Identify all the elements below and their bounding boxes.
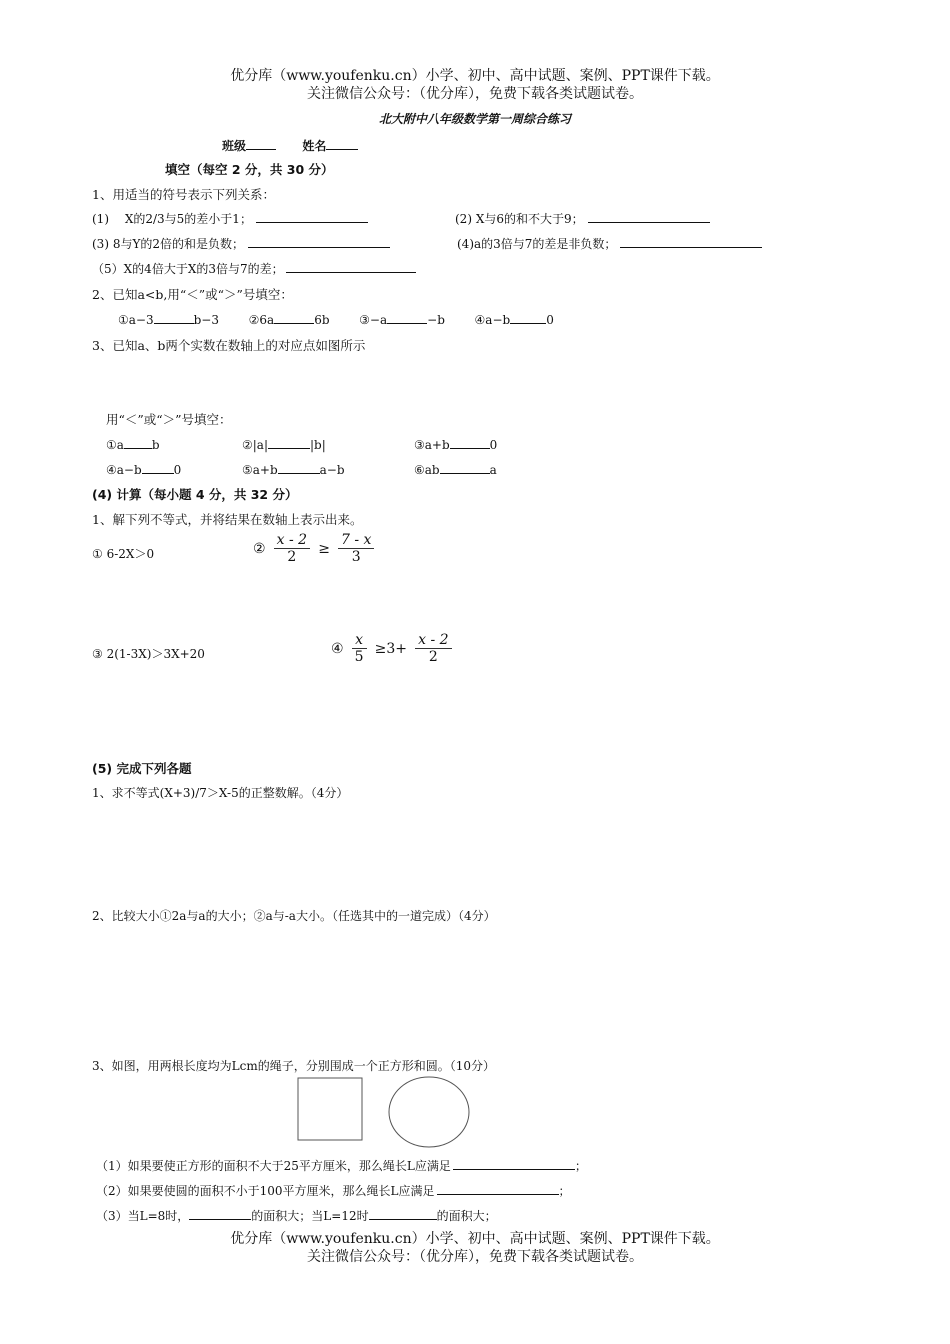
q2-expr: ②6a bbox=[248, 313, 275, 327]
s1-q1-3-blank[interactable] bbox=[248, 235, 390, 248]
q3-item-4 bbox=[106, 461, 181, 477]
p2-label: ② bbox=[253, 540, 266, 557]
q2-expr: ④a−b bbox=[474, 313, 511, 327]
q3-item-1 bbox=[106, 436, 160, 452]
p4-op: ≥3+ bbox=[374, 640, 408, 657]
s1-q1-2-blank[interactable] bbox=[588, 210, 710, 223]
q3-item-3 bbox=[414, 436, 497, 452]
circle-shape bbox=[389, 1077, 469, 1147]
s1-q1-item-3 bbox=[92, 235, 390, 252]
square-circle-figure bbox=[292, 1074, 477, 1154]
q3-2-semicolon: ； bbox=[558, 1184, 571, 1198]
s1-q1-5-blank[interactable] bbox=[286, 260, 416, 273]
p4-rhs-den: 2 bbox=[415, 648, 451, 665]
q3-blank-4[interactable] bbox=[142, 461, 174, 474]
p4-lhs-fraction bbox=[352, 632, 367, 665]
section1-heading: 填空（每空 2 分，共 30 分） bbox=[165, 162, 334, 177]
q3-1-semicolon: ； bbox=[574, 1159, 587, 1173]
s1-q1-1-text: (1) X的2/3与5的差小于1； bbox=[92, 212, 252, 226]
s1-q1-3-text: (3) 8与Y的2倍的和是负数； bbox=[92, 237, 245, 251]
q3-blank-5[interactable] bbox=[278, 461, 320, 474]
q3-blank-6[interactable] bbox=[440, 461, 490, 474]
s1-q2-title: 2、已知a<b,用“＜”或“＞”号填空： bbox=[92, 287, 293, 302]
p2-lhs-num: x - 2 bbox=[276, 532, 308, 548]
s3-q3-part2 bbox=[96, 1182, 571, 1199]
q3-expr: a bbox=[489, 463, 497, 477]
q2-expr: ③−a bbox=[359, 313, 388, 327]
s3-q3: 3、如图，用两根长度均为Lcm的绳子，分别围成一个正方形和圆。（10分） bbox=[92, 1059, 495, 1073]
section2-heading: (4) 计算（每小题 4 分，共 32 分） bbox=[92, 487, 298, 502]
q3-expr: ③a+b bbox=[414, 438, 450, 452]
s3-q1: 1、求不等式(X+3)/7＞X-5的正整数解。（4分） bbox=[92, 786, 349, 800]
s1-q3-title: 3、已知a、b两个实数在数轴上的对应点如图所示 bbox=[92, 338, 366, 353]
header-line-1: 优分库（www.youfenku.cn）小学、初中、高中试题、案例、PPT课件下载。 bbox=[230, 68, 720, 84]
q3-blank-2[interactable] bbox=[268, 436, 310, 449]
p2-lhs-den: 2 bbox=[274, 548, 310, 565]
q2-expr: 6b bbox=[314, 313, 330, 327]
s1-q3-sub: 用“＜”或“＞”号填空： bbox=[106, 412, 232, 427]
s1-q1-item-1 bbox=[92, 210, 368, 227]
s3-q3-part1 bbox=[96, 1157, 587, 1174]
header-line-2: 关注微信公众号：（优分库），免费下载各类试题试卷。 bbox=[307, 86, 643, 102]
q3-expr: 0 bbox=[489, 438, 498, 452]
problem-4 bbox=[328, 632, 452, 665]
s1-q1-item-2 bbox=[455, 210, 710, 227]
problem-3: ③ 2(1-3X)＞3X+20 bbox=[92, 647, 205, 661]
page-title: 北大附中八年级数学第一周综合练习 bbox=[378, 112, 571, 126]
q3-expr: ④a−b bbox=[106, 463, 142, 477]
p2-lhs-fraction bbox=[274, 532, 310, 565]
s1-q1-4-blank[interactable] bbox=[620, 235, 762, 248]
q3-expr: b bbox=[151, 438, 160, 452]
s1-q1-item-4 bbox=[457, 235, 762, 252]
name-blank[interactable] bbox=[326, 137, 358, 150]
square-shape bbox=[298, 1078, 362, 1140]
q3-item-2 bbox=[242, 436, 326, 452]
s1-q1-2-text: (2) X与6的和不大于9； bbox=[455, 212, 584, 226]
s2-q1-title: 1、解下列不等式，并将结果在数轴上表示出来。 bbox=[92, 512, 363, 527]
q3-blank-1[interactable] bbox=[124, 436, 152, 449]
q3-1-blank[interactable] bbox=[453, 1157, 575, 1170]
q3-expr: ②|a| bbox=[242, 438, 268, 452]
q2-blank-2[interactable] bbox=[274, 311, 314, 324]
p4-lhs-den: 5 bbox=[352, 648, 367, 665]
s3-q3-part3 bbox=[96, 1207, 497, 1224]
name-label: 姓名 bbox=[302, 139, 327, 153]
q3-3c-text: 的面积大； bbox=[436, 1209, 497, 1223]
p2-rhs-den: 3 bbox=[338, 548, 374, 565]
problem-2 bbox=[250, 532, 374, 565]
s1-q1-item-5 bbox=[92, 260, 416, 277]
q2-expr: ①a−3 bbox=[118, 313, 154, 327]
q3-item-6 bbox=[414, 461, 497, 477]
s1-q1-4-text: (4)a的3倍与7的差是非负数； bbox=[457, 237, 617, 251]
q3-3-blank-1[interactable] bbox=[189, 1207, 251, 1220]
class-label: 班级 bbox=[222, 139, 247, 153]
p4-rhs-fraction bbox=[415, 632, 451, 665]
q3-blank-3[interactable] bbox=[450, 436, 490, 449]
footer-line-1: 优分库（www.youfenku.cn）小学、初中、高中试题、案例、PPT课件下载。 bbox=[230, 1231, 720, 1247]
q3-1-text: （1）如果要使正方形的面积不大于25平方厘米，那么绳长L应满足 bbox=[96, 1159, 451, 1173]
q2-blank-1[interactable] bbox=[154, 311, 194, 324]
footer-line-2: 关注微信公众号：（优分库），免费下载各类试题试卷。 bbox=[307, 1249, 643, 1265]
q3-3a-text: （3）当L=8时， bbox=[96, 1209, 190, 1223]
q2-blank-4[interactable] bbox=[510, 311, 546, 324]
s1-q1-5-text: （5）X的4倍大于X的3倍与7的差； bbox=[92, 262, 284, 276]
p4-rhs-num: x - 2 bbox=[418, 632, 449, 648]
class-field bbox=[222, 137, 358, 154]
q2-expr: b−3 bbox=[193, 313, 219, 327]
q3-expr: ⑤a+b bbox=[242, 463, 278, 477]
section3-heading: (5) 完成下列各题 bbox=[92, 761, 192, 776]
q3-item-5 bbox=[242, 461, 345, 477]
p2-rhs-fraction bbox=[338, 532, 374, 565]
q3-3-blank-2[interactable] bbox=[369, 1207, 437, 1220]
p4-label: ④ bbox=[331, 640, 344, 657]
s1-q1-title: 1、用适当的符号表示下列关系： bbox=[92, 187, 275, 202]
q3-expr: 0 bbox=[173, 463, 182, 477]
p2-op: ≥ bbox=[318, 540, 330, 557]
q3-2-text: （2）如果要使圆的面积不小于100平方厘米，那么绳长L应满足 bbox=[96, 1184, 435, 1198]
q2-blank-3[interactable] bbox=[387, 311, 427, 324]
s3-q2: 2、比较大小①2a与a的大小；②a与-a大小。（任选其中的一道完成）（4分） bbox=[92, 909, 496, 923]
p2-rhs-num: 7 - x bbox=[341, 532, 372, 548]
q3-3b-text: 的面积大；当L=12时 bbox=[251, 1209, 369, 1223]
p4-lhs-num: x bbox=[355, 632, 364, 648]
q2-expr: −b bbox=[427, 313, 445, 327]
q3-expr: ⑥ab bbox=[414, 463, 440, 477]
q3-expr: |b| bbox=[310, 438, 326, 452]
q3-expr: ①a bbox=[106, 438, 124, 452]
q3-expr: a−b bbox=[319, 463, 345, 477]
q2-expr: 0 bbox=[546, 313, 554, 327]
s1-q2-items bbox=[118, 311, 554, 327]
s1-q1-1-blank[interactable] bbox=[256, 210, 368, 223]
problem-1: ① 6-2X＞0 bbox=[92, 547, 155, 561]
q3-2-blank[interactable] bbox=[437, 1182, 559, 1195]
class-blank[interactable] bbox=[246, 137, 276, 150]
